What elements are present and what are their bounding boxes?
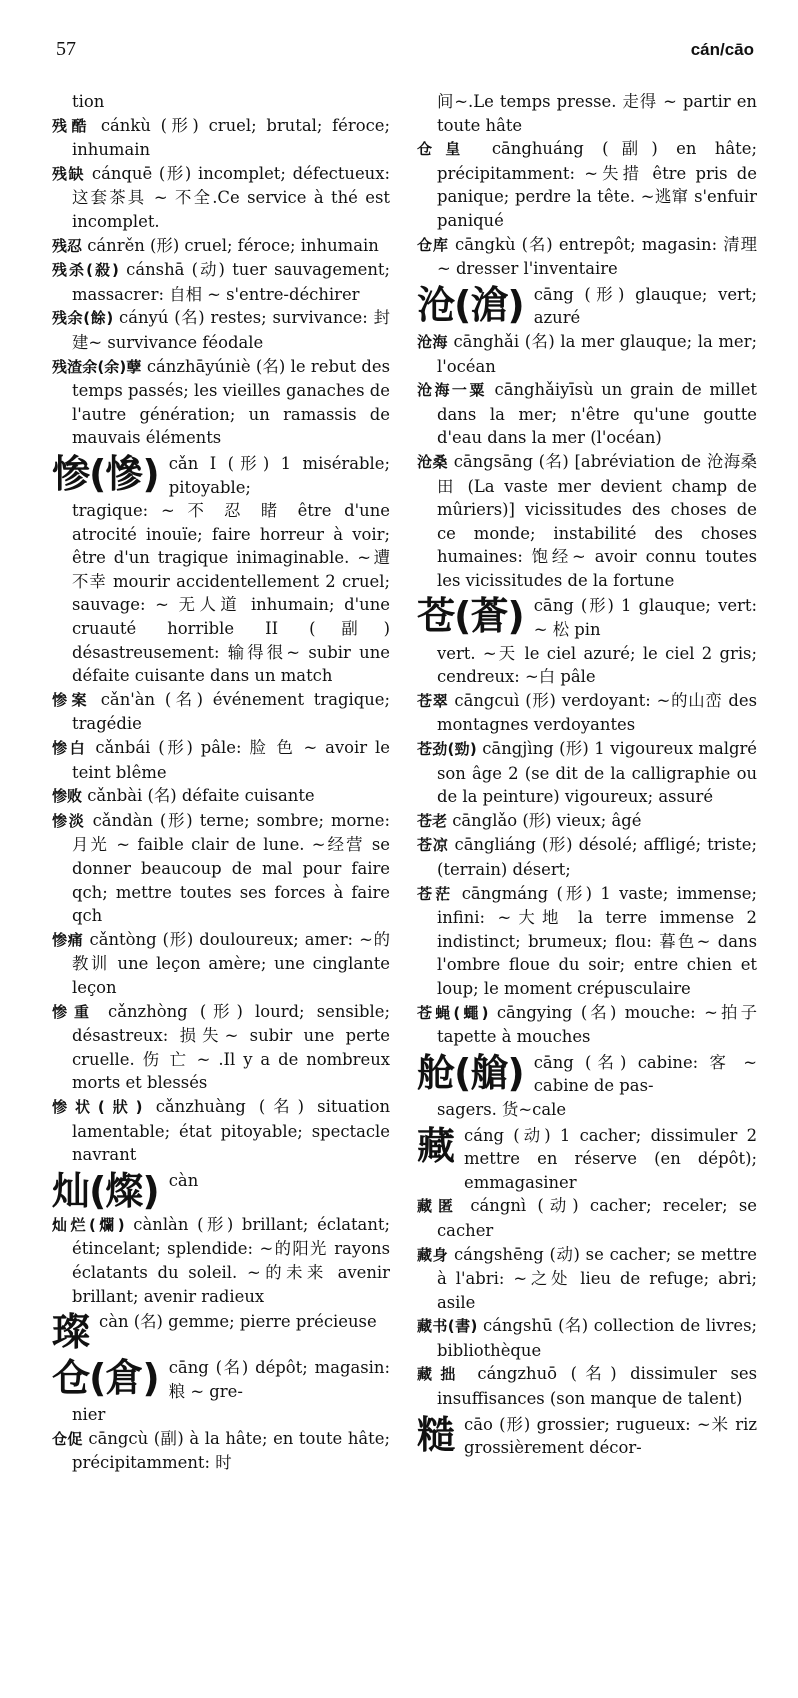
definition: cánquē (形) incomplet; défectueux: 这套茶具 ~ 不全.Ce service à thé est incomplet. (72, 163, 390, 231)
headword: 残酷 (52, 116, 92, 135)
dictionary-entry (417, 330, 757, 378)
headword: 惨败 (52, 787, 83, 806)
entry-continuation: tion (72, 92, 105, 111)
main-definition-continued: tragique: ~ 不 忍 睹 être d'une atrocité inouïe; faire horreur à voir; être d'un tragique inimaginable. ~遭不幸 mourir accidentellement 2 cruel; sauvage: ~ 无人道 inhumain; d'une cruauté horrible II (副) désastreusement: 输得很~ subir une défaite cuisante dans un match (72, 501, 390, 686)
definition: cāngmáng (形) 1 vaste; immense; infini: ~大地 la terre immense 2 indistinct; brumeux; flou: 暮色~ dans l'ombre floue du soir; entre chien et loup; le moment crépusculaire (437, 883, 757, 998)
right-column (417, 90, 757, 1460)
main-definition-continued: nier (72, 1405, 106, 1425)
headword: 藏身 (417, 1245, 449, 1264)
definition: cānghǎiyīsù un grain de millet dans la mer; n'être qu'une goutte d'eau dans la mer (l'océan) (437, 380, 757, 448)
headword: 仓促 (52, 1429, 83, 1448)
main-definition-continued: vert. ~天 le ciel azuré; le ciel 2 gris; cendreux: ~白 pâle (437, 643, 757, 687)
main-definition: cāo (形) grossier; rugueux: ~米 riz grossièrement décor- (464, 1414, 757, 1458)
headword: 仓皇 (417, 140, 474, 159)
dictionary-entry (52, 1000, 390, 1095)
headword: 沧海一粟 (417, 381, 487, 400)
definition: cānglǎo (形) vieux; âgé (447, 810, 642, 830)
headword: 藏匿 (417, 1197, 460, 1216)
headword: 沧桑 (417, 452, 448, 471)
definition: cāngcù (副) à la hâte; en toute hâte; précipitamment: 时 (72, 1428, 390, 1473)
definition: cāngkù (名) entrepôt; magasin: 清理 ~ dresser l'inventaire (437, 234, 757, 279)
main-entry (417, 1124, 757, 1195)
dictionary-entry (417, 1001, 757, 1049)
dictionary-entry (52, 1213, 390, 1308)
main-definition: càn (168, 1170, 199, 1190)
headword: 残杀(殺) (52, 261, 119, 280)
definition: cāngying (名) mouche: ~拍子 tapette à mouches (437, 1002, 757, 1047)
headword: 惨痛 (52, 930, 84, 949)
headword: 苍老 (417, 811, 448, 830)
definition: cǎn'àn (名) événement tragique; tragédie (72, 689, 390, 734)
main-entry (417, 1413, 757, 1460)
main-headword: 灿(燦) (52, 1168, 159, 1213)
definition: cánzhāyúniè (名) le rebut des temps passés; les vieilles ganaches de l'autre génération; un ramassis de mauvais éléments (72, 356, 391, 448)
dictionary-entry (417, 809, 757, 834)
main-headword: 藏 (417, 1123, 455, 1168)
dictionary-entry (52, 736, 390, 784)
dictionary-entry (417, 378, 757, 450)
main-headword: 惨(慘) (52, 451, 159, 496)
definition: cángshū (名) collection de livres; bibliothèque (437, 1316, 758, 1360)
dictionary-entry (417, 1194, 757, 1242)
headword: 残缺 (52, 164, 86, 183)
definition: cāngliáng (形) désolé; affligé; triste; (terrain) désert; (437, 835, 757, 879)
left-column (52, 90, 390, 1475)
definition: cāngcuì (形) verdoyant: ~的山峦 des montagnes verdoyantes (437, 690, 757, 735)
definition: cángshēng (动) se cacher; se mettre à l'abri: ~之处 lieu de refuge; abri; asile (437, 1244, 757, 1312)
headword: 苍凉 (417, 836, 449, 855)
dictionary-entry (52, 234, 390, 259)
definition: cāngsāng (名) [abréviation de 沧海桑田 (La vaste mer devient champ de mûriers)] vicissitudes des choses de ce monde; instabilité des choses humaines: 饱经~ avoir connu toutes les vicissitudes de la fortune (437, 451, 757, 590)
dictionary-entry (52, 306, 390, 354)
entry-continuation: 间~.Le temps presse. 走得 ~ partir en toute hâte (437, 92, 757, 135)
dictionary-entry (417, 689, 757, 737)
main-entry (417, 283, 757, 330)
definition: cānghǎi (名) la mer glauque; la mer; l'océan (437, 331, 757, 376)
main-definition: cāng (形) 1 glauque; vert: ~ 松 pin (533, 596, 757, 640)
main-definition: càn (名) gemme; pierre précieuse (99, 1312, 377, 1332)
main-entry (417, 594, 757, 688)
headword: 苍翠 (417, 691, 449, 710)
page-number: 57 (56, 38, 76, 60)
dictionary-entry (417, 233, 757, 281)
headword: 苍劲(勁) (417, 740, 477, 759)
definition: cánshā (动) tuer sauvagement; massacrer: 自相 ~ s'entre-déchirer (72, 260, 390, 304)
dictionary-entry (417, 450, 757, 593)
main-entry (52, 1356, 390, 1427)
definition: cányú (名) restes; survivance: 封建~ survivance féodale (72, 308, 390, 352)
headword: 残渣余(余)孽 (52, 357, 142, 376)
dictionary-entry (52, 784, 390, 809)
main-definition-continued: sagers. 货~cale (437, 1099, 567, 1119)
main-headword: 苍(蒼) (417, 594, 524, 639)
page-header (56, 38, 754, 68)
main-entry (417, 1051, 757, 1122)
main-definition: cǎn I (形) 1 misérable; pitoyable; (168, 453, 390, 497)
main-definition: cāng (形) glauque; vert; azuré (533, 284, 757, 328)
main-entry (52, 452, 390, 688)
main-headword: 沧(滄) (417, 282, 524, 327)
headword: 仓库 (417, 235, 449, 254)
dictionary-entry (52, 928, 390, 1000)
definition: cànlàn (形) brillant; éclatant; étincelant; splendide: ~的阳光 rayons éclatants du soleil. ~的未来 avenir brillant; avenir radieux (72, 1214, 390, 1306)
headword: 苍茫 (417, 884, 454, 903)
main-headword: 璨 (52, 1310, 90, 1355)
running-head: cán/cāo (690, 40, 754, 59)
dictionary-entry (52, 114, 390, 162)
headword: 惨淡 (52, 811, 86, 830)
dictionary-entry (417, 1314, 757, 1362)
dictionary-entry (417, 737, 757, 809)
headword: 惨重 (52, 1002, 96, 1021)
main-headword: 糙 (417, 1412, 455, 1457)
main-definition: cāng (名) dépôt; magasin: 粮 ~ gre- (168, 1358, 390, 1401)
definition: cángnì (动) cacher; receler; se cacher (437, 1196, 757, 1240)
main-definition: cāng (名) cabine: 客 ~ cabine de pas- (533, 1052, 757, 1096)
headword: 沧海 (417, 332, 448, 351)
definition: cánkù (形) cruel; brutal; féroce; inhumain (72, 115, 390, 160)
dictionary-entry (417, 1362, 757, 1410)
dictionary-entry (417, 882, 757, 1001)
definition: cǎnbài (名) défaite cuisante (82, 786, 315, 806)
headword: 惨状(狀) (52, 1097, 143, 1116)
dictionary-entry (417, 833, 757, 881)
headword: 残忍 (52, 236, 83, 255)
headword: 苍蝇(蠅) (417, 1003, 489, 1022)
headword: 惨白 (52, 739, 88, 758)
definition: cǎnbái (形) pâle: 脸 色 ~ avoir le teint blême (72, 738, 390, 782)
dictionary-entry (417, 137, 757, 232)
dictionary-entry (52, 355, 390, 450)
headword: 惨案 (52, 690, 92, 709)
definition: cǎnzhuàng (名) situation lamentable; état pitoyable; spectacle navrant (72, 1096, 390, 1165)
definition: cángzhuō (名) dissimuler ses insuffisances (son manque de talent) (437, 1364, 757, 1409)
dictionary-entry (52, 1427, 390, 1475)
main-entry (52, 1310, 390, 1354)
dictionary-entry (52, 162, 390, 234)
definition: cǎntòng (形) douloureux; amer: ~的教训 une leçon amère; une cinglante leçon (72, 929, 390, 997)
headword: 灿烂(爛) (52, 1215, 125, 1234)
dictionary-entry (52, 809, 390, 928)
definition: cǎndàn (形) terne; sombre; morne: 月光 ~ faible clair de lune. ~经营 se donner beaucoup de mal pour faire qch; mettre toutes ses forces à faire qch (72, 810, 390, 926)
definition: cánrěn (形) cruel; féroce; inhumain (82, 235, 379, 255)
main-entry (52, 1169, 390, 1213)
definition: cǎnzhòng (形) lourd; sensible; désastreux: 损失~ subir une perte cruelle. 伤 亡 ~ .Il y a de nombreux morts et blessés (72, 1001, 390, 1093)
definition: cāngjìng (形) 1 vigoureux malgré son âge 2 (se dit de la calligraphie ou de la peinture) vigoureux; assuré (437, 739, 757, 807)
dictionary-entry (52, 258, 390, 306)
dictionary-entry (52, 688, 390, 736)
dictionary-entry (52, 1095, 390, 1167)
dictionary-entry (417, 1243, 757, 1315)
headword: 藏拙 (417, 1365, 464, 1384)
definition: cānghuáng (副) en hâte; précipitamment: ~失措 être pris de panique; perdre la tête. ~逃窜 s'enfuir paniqué (437, 139, 757, 230)
headword: 残余(餘) (52, 309, 114, 328)
main-headword: 仓(倉) (52, 1356, 159, 1401)
main-definition: cáng (动) 1 cacher; dissimuler 2 mettre en réserve (en dépôt); emmagasiner (464, 1125, 757, 1192)
headword: 藏书(書) (417, 1317, 478, 1336)
main-headword: 舱(艙) (417, 1050, 524, 1095)
